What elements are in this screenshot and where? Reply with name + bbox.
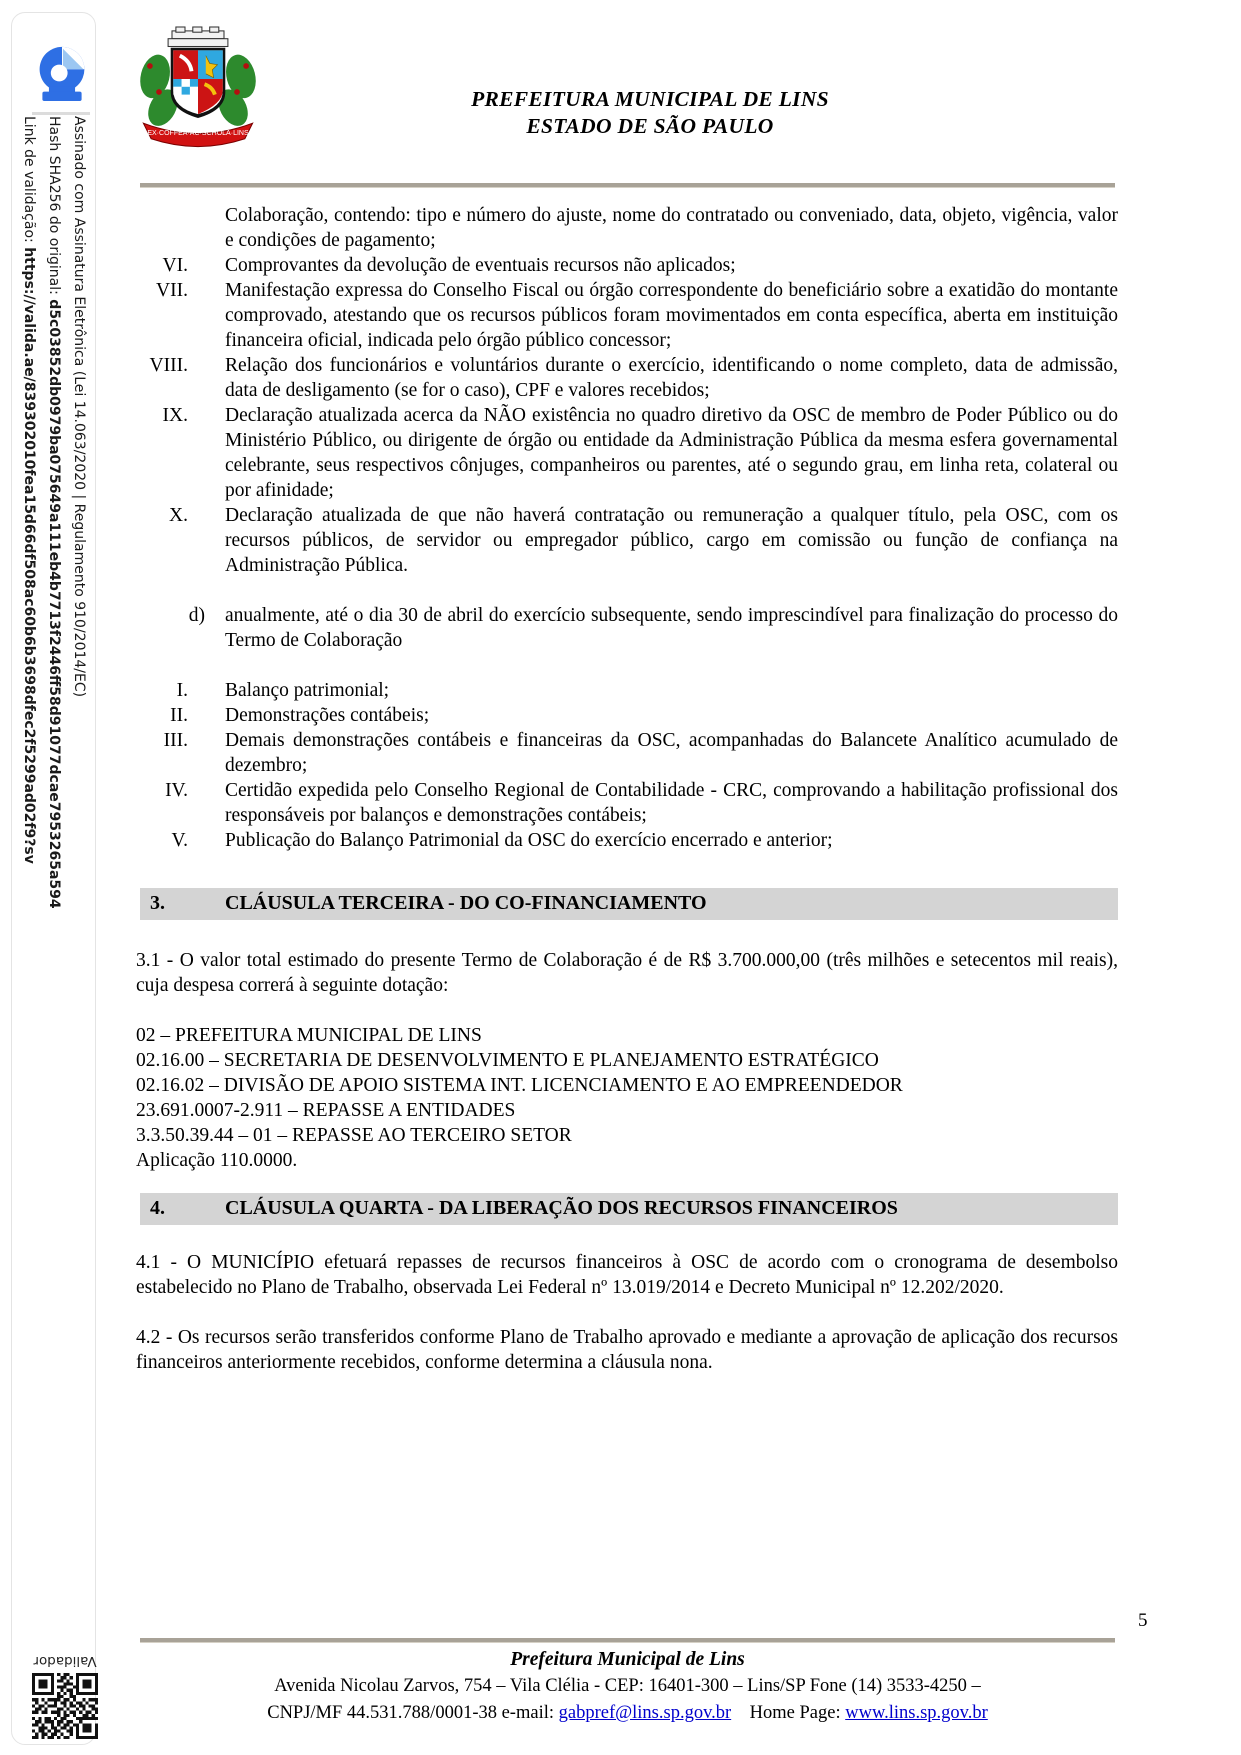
- list-item-ii: [136, 703, 1118, 728]
- item-text: Manifestação expressa do Conselho Fiscal ou órgão correspondente do beneficiário sobre a exatidão do montante comprovado, atestando que os recursos públicos foram movimentados em conta específica, aberta em instituição financeira oficial, indicada pelo órgão público concessor;: [225, 280, 1118, 351]
- budget-line: 23.691.0007-2.911 – REPASSE A ENTIDADES: [136, 1100, 516, 1121]
- paragraph-4-2: 4.2 - Os recursos serão transferidos conforme Plano de Trabalho aprovado e mediante a aprovação de aplicação dos recursos financeiros anteriormente recebidos, conforme determina a cláusula nona.: [136, 1327, 1118, 1373]
- item-text: Demais demonstrações contábeis e financeiras da OSC, acompanhadas do Balancete Analítico acumulado de dezembro;: [225, 730, 1118, 776]
- budget-line: 3.3.50.39.44 – 01 – REPASSE AO TERCEIRO SETOR: [136, 1125, 572, 1146]
- list-item-x: [136, 503, 1118, 578]
- item-number: I.: [176, 680, 188, 701]
- paragraph-3-1: 3.1 - O valor total estimado do presente Termo de Colaboração é de R$ 3.700.000,00 (três milhões e setecentos mil reais), cuja despesa correrá à seguinte dotação:: [136, 950, 1118, 996]
- signature-validation-link: Link de validação: https://valida.ae/839302010fea15d66df508ac60b6b3698dfec2f5299ad02f9?sv: [21, 116, 37, 864]
- paragraph-4-1: 4.1 - O MUNICÍPIO efetuará repasses de recursos financeiros à OSC de acordo com o cronograma de desembolso estabelecido no Plano de Trabalho, observada Lei Federal nº 13.019/2014 e Decreto Municipal nº 12.202/2020.: [136, 1252, 1118, 1298]
- footer-homepage-label: Home Page:: [749, 1703, 846, 1723]
- item-text: Comprovantes da devolução de eventuais recursos não aplicados;: [225, 255, 736, 276]
- item-number: d): [188, 605, 205, 626]
- item-text: Publicação do Balanço Patrimonial da OSC do exercício encerrado e anterior;: [225, 830, 833, 851]
- budget-allocation-block: [136, 1023, 1118, 1173]
- item-text: Certidão expedida pelo Conselho Regional de Contabilidade - CRC, comprovando a habilitação profissional dos responsáveis por balanços e demonstrações contábeis;: [225, 780, 1118, 826]
- item-number: VII.: [156, 280, 188, 301]
- list-item-d: [156, 603, 1118, 653]
- footer-contact: [140, 1700, 1115, 1727]
- list-item-vi: [136, 253, 1118, 278]
- section-title: CLÁUSULA TERCEIRA - DO CO-FINANCIAMENTO: [225, 892, 707, 914]
- signature-hash: Hash SHA256 do original: d5c03852db0979ba075649a111eb4b7713f2446ff58d91077dcae7953265a594: [46, 116, 62, 909]
- signature-seal-icon: [34, 43, 90, 103]
- list-item-viii: [136, 353, 1118, 403]
- item-text: Declaração atualizada acerca da NÃO existência no quadro diretivo da OSC de membro de Poder Público ou do Ministério Público, ou dirigente de órgão ou entidade da Administração Pública da mesma esfera governamental celebrante, seus respectivos cônjuges, companheiros ou parentes, até o segundo grau, em linha reta, colateral ou por afinidade;: [225, 405, 1118, 501]
- item-number: V.: [171, 830, 188, 851]
- paragraph-continuation: Colaboração, contendo: tipo e número do ajuste, nome do contratado ou conveniado, data, objeto, vigência, valor e condições de pagamento;: [225, 205, 1118, 251]
- item-number: X.: [169, 505, 188, 526]
- item-text: anualmente, até o dia 30 de abril do exercício subsequente, sendo imprescindível para finalização do processo do Termo de Colaboração: [225, 605, 1118, 651]
- item-text: Declaração atualizada de que não haverá contratação ou remuneração a qualquer título, pela OSC, com os recursos públicos, de servidor ou empregador público, cargo em comissão ou função de confiança na Administração Pública.: [225, 505, 1118, 576]
- item-number: VI.: [162, 255, 188, 276]
- header-rule: [140, 183, 1115, 188]
- footer-rule: [140, 1638, 1115, 1643]
- validador-qr-code: [32, 1673, 98, 1739]
- signature-statement: Assinado com Assinatura Eletrônica (Lei 14.063/2020 | Regulamento 910/2014/EC): [71, 116, 87, 698]
- section-heading-clausula-terceira: [140, 888, 1118, 920]
- footer-org-name: Prefeitura Municipal de Lins: [510, 1649, 745, 1670]
- item-number: III.: [163, 730, 188, 751]
- item-text: Relação dos funcionários e voluntários durante o exercício, identificando o nome completo, data de admissão, data de desligamento (se for o caso), CPF e valores recebidos;: [225, 355, 1118, 401]
- footer-homepage-link[interactable]: www.lins.sp.gov.br: [845, 1703, 988, 1723]
- footer-cnpj: CNPJ/MF 44.531.788/0001-38 e-mail:: [267, 1703, 559, 1723]
- item-text: Demonstrações contábeis;: [225, 705, 430, 726]
- item-number: II.: [170, 705, 188, 726]
- item-number: IX.: [162, 405, 188, 426]
- list-item-iii: [136, 728, 1118, 778]
- sidebar-divider: [32, 112, 90, 115]
- document-body: [136, 203, 1118, 1375]
- footer-address: Avenida Nicolau Zarvos, 754 – Vila Clélia - CEP: 16401-300 – Lins/SP Fone (14) 3533-4250 –: [274, 1676, 981, 1696]
- document-header: [350, 86, 950, 140]
- section-number: 4.: [150, 1197, 165, 1219]
- budget-line: 02.16.00 – SECRETARIA DE DESENVOLVIMENTO E PLANEJAMENTO ESTRATÉGICO: [136, 1050, 879, 1071]
- footer-email-link[interactable]: gabpref@lins.sp.gov.br: [558, 1703, 732, 1723]
- list-item-ix: [136, 403, 1118, 503]
- validador-label: Validador: [33, 1653, 97, 1669]
- list-item-i: [136, 678, 1118, 703]
- item-number: IV.: [165, 780, 188, 801]
- budget-line: 02 – PREFEITURA MUNICIPAL DE LINS: [136, 1025, 482, 1046]
- item-number: VIII.: [149, 355, 188, 376]
- crest-motto: EX·COFFEA·AC·SCHOLA·LINS: [147, 129, 249, 137]
- list-item-iv: [136, 778, 1118, 828]
- list-item-v: [136, 828, 1118, 853]
- lins-coat-of-arms: [133, 26, 263, 158]
- budget-line: 02.16.02 – DIVISÃO DE APOIO SISTEMA INT. LICENCIAMENTO E AO EMPREENDEDOR: [136, 1075, 903, 1096]
- section-title: CLÁUSULA QUARTA - DA LIBERAÇÃO DOS RECURSOS FINANCEIROS: [225, 1197, 898, 1219]
- header-org-name: PREFEITURA MUNICIPAL DE LINS: [471, 87, 829, 111]
- item-text: Balanço patrimonial;: [225, 680, 390, 701]
- page-number: 5: [1138, 1610, 1148, 1631]
- list-item-vii: [136, 278, 1118, 353]
- section-heading-clausula-quarta: [140, 1193, 1118, 1225]
- document-footer: [140, 1646, 1115, 1727]
- budget-line: Aplicação 110.0000.: [136, 1150, 298, 1171]
- header-state: ESTADO DE SÃO PAULO: [526, 114, 774, 138]
- signature-rotated-text: [15, 116, 91, 1616]
- section-number: 3.: [150, 892, 165, 914]
